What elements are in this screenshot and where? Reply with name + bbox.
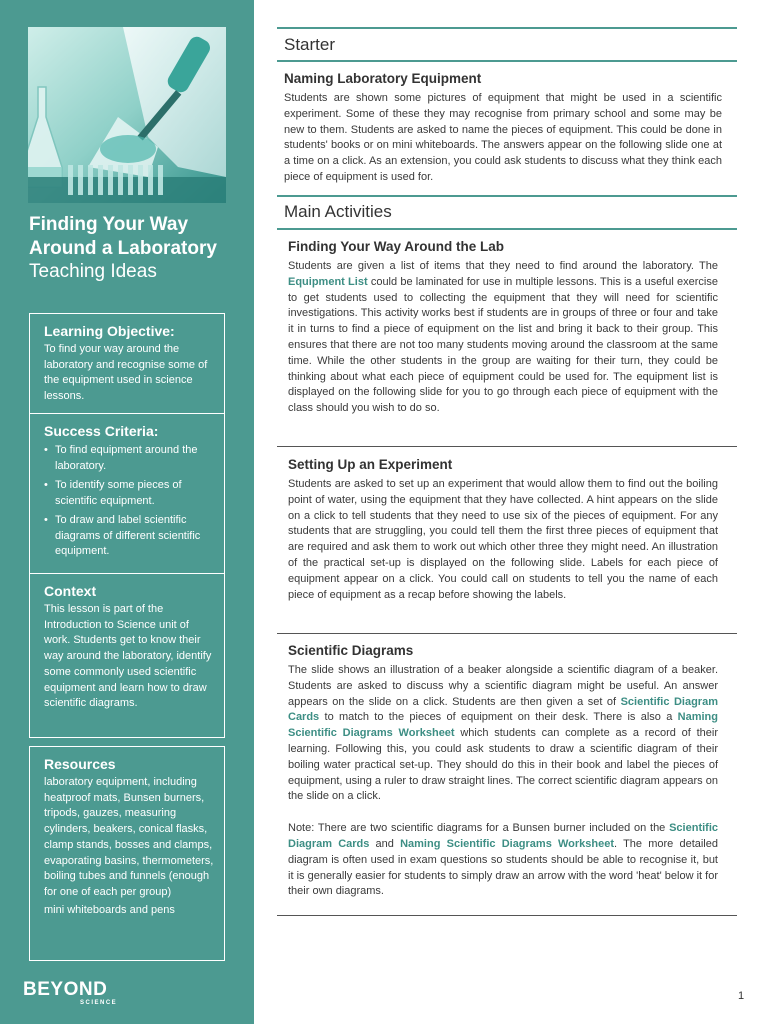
setting-up-text: Students are asked to set up an experiment that would allow them to find out the boiling point of water, using the equipment that they have collected. A hint appears on the slide on a click to tell students that they need to use six of the pieces of equipment. For any students that are struggling, you could tell them the first three pieces of equipment that are required and ask them to work out which other three they might need. An illustration of the practical set-up is displayed on the following slide. Labels for each piece of equipment appear on a click. You could call on students to tell you the name of each piece of equipment as a recap before showing the labels. <box>288 478 718 601</box>
scientific-diagram-cards-link[interactable]: Scientific Diagram Cards <box>288 822 718 850</box>
divider <box>277 915 737 916</box>
diagrams-section <box>288 642 718 900</box>
starter-title: Naming Laboratory Equipment <box>284 71 482 86</box>
success-criteria-item: • To identify some pieces of scientific equipment. <box>44 478 216 509</box>
divider <box>277 633 737 634</box>
equipment-list-link[interactable]: Equipment List <box>288 275 368 288</box>
laboratory-photo-illustration <box>28 27 226 203</box>
page-subtitle: Teaching Ideas <box>29 261 157 282</box>
finding-section <box>288 238 718 417</box>
success-criteria-item: • To find equipment around the laboratory. <box>44 443 216 474</box>
naming-diagrams-worksheet-link[interactable]: Naming Scientific Diagrams Worksheet <box>400 837 615 850</box>
laboratory-photo <box>28 27 226 203</box>
sidebar-title-block <box>29 213 239 284</box>
beyond-logo <box>23 980 117 1007</box>
success-criteria-box <box>29 413 225 574</box>
page-title: Finding Your Way Around a Laboratory <box>29 214 217 259</box>
logo-wordmark: BEYOND <box>23 979 108 1000</box>
diagrams-title: Scientific Diagrams <box>288 643 414 658</box>
finding-text: Students are given a list of items that they need to find around the laboratory. The Equipment List could be laminated for use in multiple lessons. This is a useful exercise to get students used to collecting the equipment that they will need for scientific investigations. This activity works best if students are in groups of three or four and take it in turns to find a piece of equipment on the list and bring it back to their group. This ensures that there are not too many students moving around the classroom at the same time. While the other students in the group are waiting for their turn, they could be thinking about what each piece of equipment could be used for. The equipment list is displayed on the following slide for you to go through each piece of equipment with the class should you wish to do so. <box>288 260 718 415</box>
diagrams-text: The slide shows an illustration of a beaker alongside a scientific diagram of a beaker. Students are asked to discuss why a scientific diagram might be useful. An answer appears on the slide on a click. Students are then given a set of Scientific Diagram Cards to match to the pieces of equipment on their desk. There is also a Naming Scientific Diagrams Worksheet which students can complete as a record of their learning. Following this, you could ask students to draw a scientific diagram of their boiling water practical set-up. They should do this in their book and label the pieces of equipment, using a ruler to draw straight lines. The correct scientific diagram appears on the slide on a click. <box>288 664 718 803</box>
divider <box>277 195 737 197</box>
resources-box <box>29 746 225 961</box>
context-box <box>29 573 225 738</box>
success-criteria-list <box>44 443 216 560</box>
scientific-diagram-cards-link[interactable]: Scientific Diagram Cards <box>288 695 718 724</box>
starter-section <box>284 70 722 186</box>
setting-up-title: Setting Up an Experiment <box>288 457 453 472</box>
divider <box>277 60 737 62</box>
diagrams-note: Note: There are two scientific diagrams for a Bunsen burner included on the Scientific Diagram Cards and Naming Scientific Diagrams Worksheet. The more detailed diagram is often used in exam questions so students should be able to recognise it, but it is generally easier for students to simply draw an arrow with the word 'heat' below it for their own diagrams. <box>288 822 718 898</box>
divider <box>277 27 737 29</box>
resources-heading: Resources <box>44 756 116 772</box>
learning-objective-text: To find your way around the laboratory and recognise some of the equipment used in science lessons. <box>44 343 208 403</box>
resources-text: laboratory equipment, including heatproof mats, Bunsen burners, tripods, gauzes, measuring cylinders, beakers, conical flasks, clamp stands, bosses and clamps, evaporating basins, thermometers, boiling tubes and funnels (enough for one of each per group) <box>44 776 214 898</box>
setting-up-section <box>288 456 718 603</box>
success-criteria-heading: Success Criteria: <box>44 423 159 439</box>
divider <box>277 446 737 447</box>
sidebar <box>0 0 254 1024</box>
learning-objective-heading: Learning Objective: <box>44 323 175 339</box>
divider <box>277 228 737 230</box>
page-number: 1 <box>738 990 745 1002</box>
logo-subtitle: SCIENCE <box>80 1000 118 1006</box>
starter-text: Students are shown some pictures of equipment that might be used in a scientific experiment. Some of these they may recognise from primary school and some may be new to them. Students are asked to name the pieces of equipment. This could be done in students' books or on mini whiteboards. The answers appear on the following slide one at a time on a click. As an extension, you could ask students to discuss what they think each piece of equipment is used for. <box>284 92 722 183</box>
context-text: This lesson is part of the Introduction to Science unit of work. Students get to know their way around the laboratory, identify some commonly used scientific equipment and learn how to draw scientific diagrams. <box>44 603 212 710</box>
learning-objective-box <box>29 313 225 414</box>
starter-heading: Starter <box>284 35 336 54</box>
naming-diagrams-worksheet-link[interactable]: Naming Scientific Diagrams Worksheet <box>288 711 718 740</box>
finding-title: Finding Your Way Around the Lab <box>288 239 504 254</box>
resources-text-extra: mini whiteboards and pens <box>44 903 175 916</box>
main-activities-heading: Main Activities <box>284 202 392 221</box>
context-heading: Context <box>44 583 97 599</box>
success-criteria-item: • To draw and label scientific diagrams of different scientific equipment. <box>44 513 216 560</box>
